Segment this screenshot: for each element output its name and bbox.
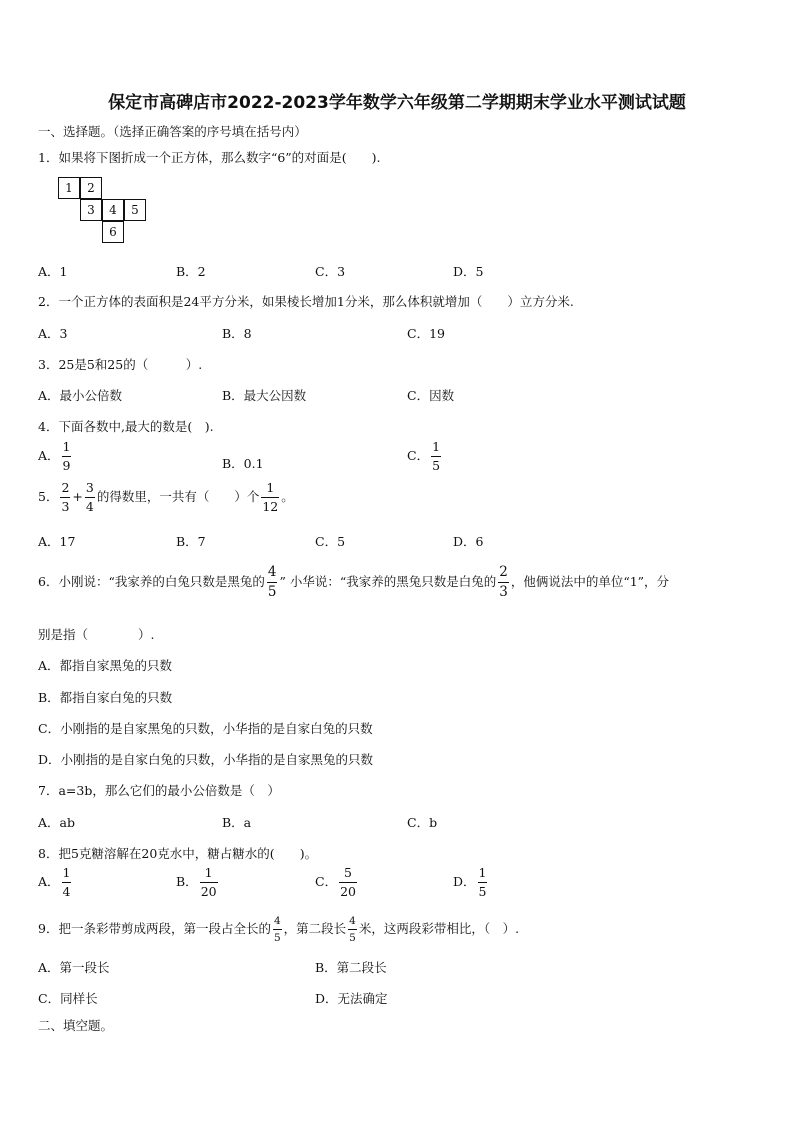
section-heading-choice: 一、选择题。（选择正确答案的序号填在括号内） — [38, 124, 307, 139]
question-9-text: 9．把一条彩带剪成两段，第一段占全长的 $\frac{4}{5}$ ，第二段长 $\frac{4}{5}$ 米，这两段彩带相比，（ ）. — [38, 915, 520, 944]
q9-option-b[interactable]: B．第二段长 — [315, 960, 387, 975]
q4-option-a-label: A． — [38, 448, 60, 463]
question-8-text: 8．把5克糖溶解在20克水中，糖占糖水的( )。 — [38, 846, 318, 861]
question-6-text-line2: 别是指（ ）. — [38, 627, 155, 642]
q1-option-d[interactable]: D．5 — [453, 264, 484, 279]
q9-option-d[interactable]: D．无法确定 — [315, 991, 388, 1006]
q7-option-a[interactable]: A．ab — [38, 815, 75, 830]
q6-option-d[interactable]: D．小刚指的是自家白兔的只数，小华指的是自家黑兔的只数 — [38, 752, 374, 767]
q8-option-a[interactable]: A． $\frac{1}{4}$ — [38, 865, 71, 899]
question-3-text: 3．25是5和25的（ ）. — [38, 357, 203, 372]
net-cell-2: 2 — [80, 177, 102, 199]
q8-option-c[interactable]: C． $\frac{5}{20}$ — [315, 865, 356, 899]
q3-option-a[interactable]: A．最小公倍数 — [38, 388, 123, 403]
q4-option-c[interactable] — [407, 441, 443, 472]
fraction: $\frac{3}{4}$ — [85, 480, 94, 514]
fraction: $\frac{5}{20}$ — [340, 865, 356, 899]
q5-option-d[interactable]: D．6 — [453, 534, 484, 549]
question-5-text: 5． $\frac{2}{3}$ + $\frac{3}{4}$ 的得数里，一共有（ ）个 $\frac{1}{12}$ 。 — [38, 480, 294, 514]
question-7-text: 7．a=3b，那么它们的最小公倍数是（ ） — [38, 783, 280, 798]
fraction: $\frac{1}{4}$ — [62, 865, 71, 899]
fraction: $\frac{1}{12}$ — [262, 480, 279, 514]
fraction: $\frac{4}{5}$ — [267, 564, 277, 600]
q5-option-a[interactable]: A．17 — [38, 534, 76, 549]
q3-option-b[interactable]: B．最大公因数 — [222, 388, 307, 403]
page-title: 保定市高碑店市2022-2023学年数学六年级第二学期期末学业水平测试试题 — [108, 93, 686, 113]
fraction: $\frac{4}{5}$ — [349, 915, 356, 944]
question-2-text: 2．一个正方体的表面积是24平方分米，如果棱长增加1分米，那么体积就增加（ ）立方分米. — [38, 294, 574, 309]
q1-option-b[interactable]: B．2 — [176, 264, 206, 279]
fraction: $\frac{2}{3}$ — [499, 564, 508, 600]
q3-option-c[interactable]: C．因数 — [407, 388, 455, 403]
question-4-text: 4．下面各数中,最大的数是( ). — [38, 419, 214, 434]
q5-option-c[interactable]: C．5 — [315, 534, 346, 549]
q4-option-b[interactable]: B．0.1 — [222, 456, 264, 471]
q6-option-c[interactable]: C．小刚指的是自家黑兔的只数，小华指的是自家白兔的只数 — [38, 721, 373, 736]
net-cell-1: 1 — [58, 177, 80, 199]
q8-option-b[interactable]: B． $\frac{1}{20}$ — [176, 865, 217, 899]
fraction: $\frac{1}{9}$ — [62, 439, 71, 473]
fraction: $\frac{4}{5}$ — [273, 915, 281, 944]
q2-option-b[interactable]: B．8 — [222, 326, 252, 341]
q2-option-c[interactable]: C．19 — [407, 326, 445, 341]
fraction: $\frac{1}{5}$ — [432, 439, 441, 473]
q5-option-b[interactable]: B．7 — [176, 534, 206, 549]
fraction: $\frac{1}{20}$ — [200, 865, 217, 899]
q7-option-c[interactable]: C．b — [407, 815, 438, 830]
net-cell-3: 3 — [80, 199, 102, 221]
net-cell-5: 5 — [124, 199, 146, 221]
q6-option-b[interactable]: B．都指自家白兔的只数 — [38, 690, 173, 705]
q6-option-a[interactable]: A．都指自家黑兔的只数 — [38, 658, 173, 673]
q1-option-c[interactable]: C．3 — [315, 264, 346, 279]
fraction: $\frac{1}{5}$ — [478, 865, 487, 899]
q1-option-a[interactable]: A．1 — [38, 264, 68, 279]
q8-option-d[interactable]: D． $\frac{1}{5}$ — [453, 865, 487, 899]
question-1-text: 1．如果将下图折成一个正方体，那么数字“6”的对面是( ). — [38, 150, 381, 165]
q2-option-a[interactable]: A．3 — [38, 326, 68, 341]
q4-option-c-label: C． — [407, 448, 430, 463]
q9-option-c[interactable]: C．同样长 — [38, 991, 98, 1006]
fraction: $\frac{2}{3}$ — [61, 480, 70, 514]
q7-option-b[interactable]: B．a — [222, 815, 252, 830]
section-heading-fill: 二、填空题。 — [38, 1018, 114, 1033]
q9-option-a[interactable]: A．第一段长 — [38, 960, 110, 975]
net-cell-4: 4 — [102, 199, 124, 221]
q4-option-a[interactable] — [38, 441, 73, 472]
question-6-text: 6．小刚说：“我家养的白兔只数是黑兔的 $\frac{4}{5}$ ” 小华说：“我家养的黑兔只数是白兔的 $\frac{2}{3}$ ，他俩说法中的单位“1”，分 — [38, 564, 670, 600]
net-cell-6: 6 — [102, 221, 124, 243]
